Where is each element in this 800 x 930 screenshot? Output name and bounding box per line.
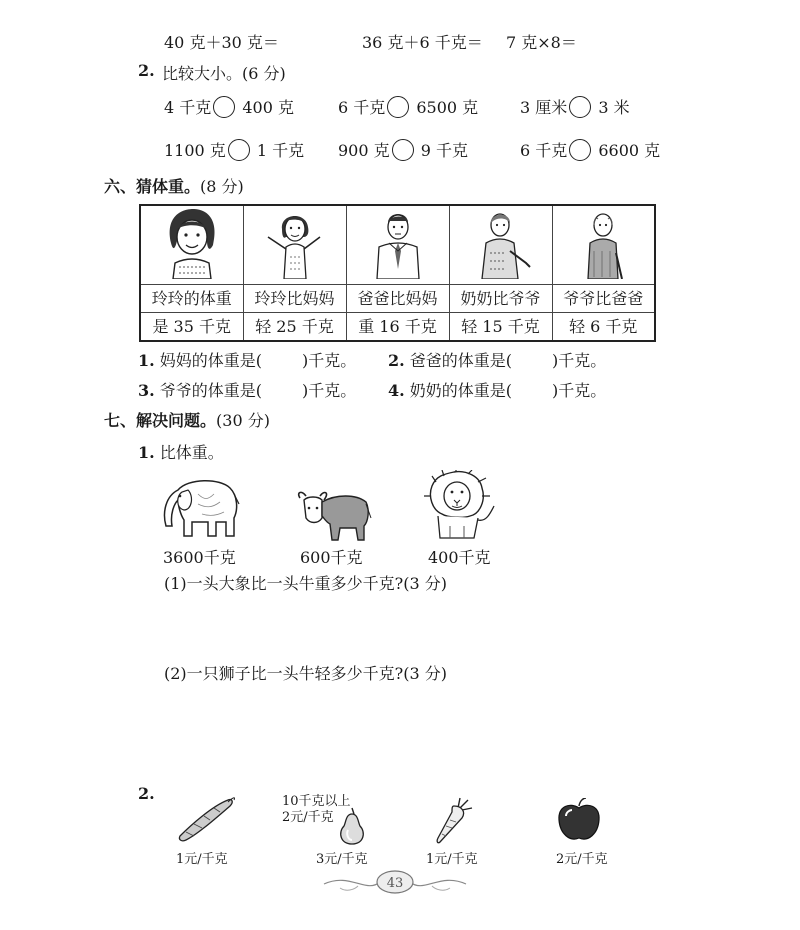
- portrait-grandfather: [552, 205, 655, 285]
- compare-item: 6 千克 6600 克: [520, 138, 660, 163]
- ox-icon: [296, 488, 372, 542]
- table-cell: 是 35 千克: [140, 313, 243, 342]
- lotus-root-icon: [176, 796, 236, 842]
- grandfather-icon: [568, 207, 638, 279]
- question-2: 2. 爸爸的体重是( )千克。: [388, 351, 607, 370]
- portrait-lingling: [140, 205, 243, 285]
- table-cell: 轻 6 千克: [552, 313, 655, 342]
- equation-2: 36 克＋6 千克＝: [362, 33, 483, 52]
- question-1: 1. 妈妈的体重是( )千克。: [138, 351, 357, 370]
- answer-circle[interactable]: [392, 139, 414, 161]
- answer-circle[interactable]: [569, 96, 591, 118]
- answer-circle[interactable]: [387, 96, 409, 118]
- grandmother-icon: [466, 207, 536, 279]
- lion-icon: [424, 470, 496, 540]
- equation-3: 7 克×8＝: [506, 33, 577, 52]
- problem-2-number: 2.: [138, 784, 155, 803]
- answer-circle[interactable]: [228, 139, 250, 161]
- elephant-icon: [158, 474, 240, 540]
- page-number: 43: [386, 876, 404, 891]
- compare-number: 2.: [138, 61, 155, 80]
- girl-icon: [157, 207, 227, 279]
- man-icon: [363, 207, 433, 279]
- compare-title: 比较大小。(6 分): [162, 64, 286, 83]
- answer-circle[interactable]: [569, 139, 591, 161]
- woman-icon: [260, 207, 330, 279]
- compare-item: 6 千克 6500 克: [338, 95, 478, 120]
- price-lotus-root: 1元/千克: [176, 852, 228, 867]
- table-cell: 轻 25 千克: [243, 313, 346, 342]
- price-pear: 3元/千克: [316, 852, 368, 867]
- question-3: 3. 爷爷的体重是( )千克。: [138, 381, 357, 400]
- equation-1: 40 克＋30 克＝: [164, 33, 279, 52]
- section6-heading: 六、猜体重。(8 分): [104, 177, 244, 196]
- problem-1-heading: 1. 比体重。: [138, 443, 224, 462]
- table-cell: 玲玲的体重: [140, 285, 243, 313]
- sub-question-1: (1)一头大象比一头牛重多少千克?(3 分): [164, 574, 447, 593]
- lion-weight: 400千克: [428, 548, 491, 567]
- pear-bulk-price: 2元/千克: [282, 810, 334, 825]
- compare-item: 4 千克 400 克: [164, 95, 294, 120]
- table-cell: 玲玲比妈妈: [243, 285, 346, 313]
- portrait-grandmother: [449, 205, 552, 285]
- pear-bulk-note: 10千克以上: [282, 794, 351, 809]
- pear-icon: [332, 806, 372, 846]
- compare-item: 1100 克 1 千克: [164, 138, 304, 163]
- answer-circle[interactable]: [213, 96, 235, 118]
- portrait-mother: [243, 205, 346, 285]
- table-cell: 重 16 千克: [346, 313, 449, 342]
- section7-heading: 七、解决问题。(30 分): [104, 411, 270, 430]
- ox-weight: 600千克: [300, 548, 363, 567]
- table-cell: 爸爸比妈妈: [346, 285, 449, 313]
- sub-question-2: (2)一只狮子比一头牛轻多少千克?(3 分): [164, 664, 447, 683]
- portrait-father: [346, 205, 449, 285]
- table-cell: 爷爷比爸爸: [552, 285, 655, 313]
- price-apple: 2元/千克: [556, 852, 608, 867]
- compare-item: 3 厘米 3 米: [520, 95, 630, 120]
- compare-item: 900 克 9 千克: [338, 138, 468, 163]
- apple-icon: [556, 798, 602, 842]
- price-carrot: 1元/千克: [426, 852, 478, 867]
- table-cell: 奶奶比爷爷: [449, 285, 552, 313]
- question-4: 4. 奶奶的体重是( )千克。: [388, 381, 607, 400]
- weight-table: [139, 204, 656, 342]
- table-cell: 轻 15 千克: [449, 313, 552, 342]
- carrot-icon: [432, 796, 474, 844]
- elephant-weight: 3600千克: [163, 548, 236, 567]
